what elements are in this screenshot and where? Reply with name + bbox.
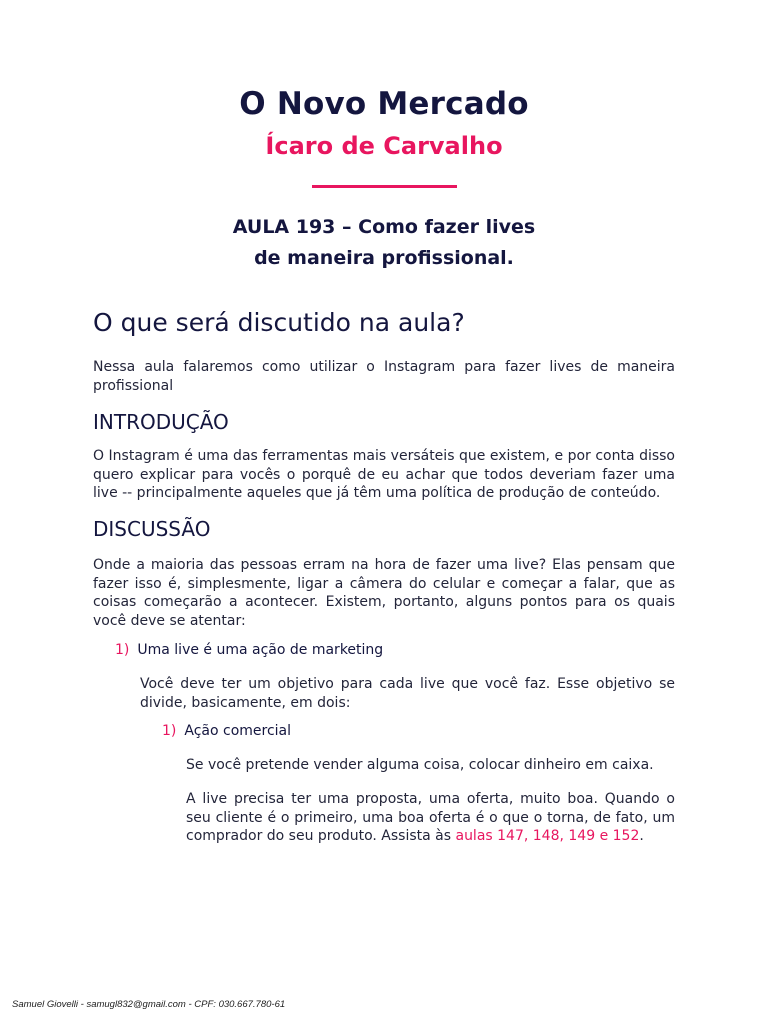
lessons-link[interactable]: aulas 147, 148, 149 e 152: [455, 828, 640, 844]
author-name: Ícaro de Carvalho: [265, 132, 503, 160]
intro-heading: INTRODUÇÃO: [93, 410, 229, 434]
comercial-text-2: [186, 790, 675, 846]
intro-text: O Instagram é uma das ferramentas mais versáteis que existem, e por conta disso quero explicar para vocês o porquê de eu achar que todos deveriam fazer uma live -- principalmente aqueles que já têm uma política de produção de conteúdo.: [93, 448, 675, 501]
discussion-text: Onde a maioria das pessoas erram na hora de fazer uma live? Elas pensam que fazer isso é, simplesmente, ligar a câmera do celular e começar a falar, que as coisas começarão a acontecer. Existem, portanto, alguns pontos para os quais você deve se atentar:: [93, 557, 675, 629]
comercial-text-1: Se você pretende vender alguma coisa, colocar dinheiro em caixa.: [186, 757, 654, 773]
sublist-item-label: Ação comercial: [184, 723, 292, 739]
comercial-text-2-end: .: [639, 828, 644, 844]
footer-watermark: Samuel Giovelli - samugl832@gmail.com - CPF: 030.667.780-61: [12, 999, 286, 1010]
document-title: O Novo Mercado: [239, 86, 529, 122]
list-item-label: Uma live é uma ação de marketing: [137, 642, 384, 658]
lesson-title-line-1: AULA 193 – Como fazer lives: [232, 216, 536, 238]
title-divider: [312, 185, 457, 188]
discussion-heading: DISCUSSÃO: [93, 517, 211, 541]
list-item-marketing: [115, 642, 383, 658]
lesson-title: [0, 212, 768, 274]
sublist-number: 1): [162, 723, 177, 739]
sublist-item-comercial: [162, 723, 291, 739]
marketing-text: Você deve ter um objetivo para cada live que você faz. Esse objetivo se divide, basicamente, em dois:: [140, 676, 675, 711]
list-number: 1): [115, 642, 130, 658]
comercial-text-2-body: A live precisa ter uma proposta, uma oferta, muito boa. Quando o seu cliente é o primeiro, uma boa oferta é o que o torna, de fato, um comprador do seu produto. Assista às: [186, 791, 675, 844]
overview-heading: O que será discutido na aula?: [93, 308, 465, 337]
lesson-title-line-2: de maneira profissional.: [254, 247, 514, 269]
overview-text: Nessa aula falaremos como utilizar o Instagram para fazer lives de maneira profissional: [93, 359, 675, 394]
